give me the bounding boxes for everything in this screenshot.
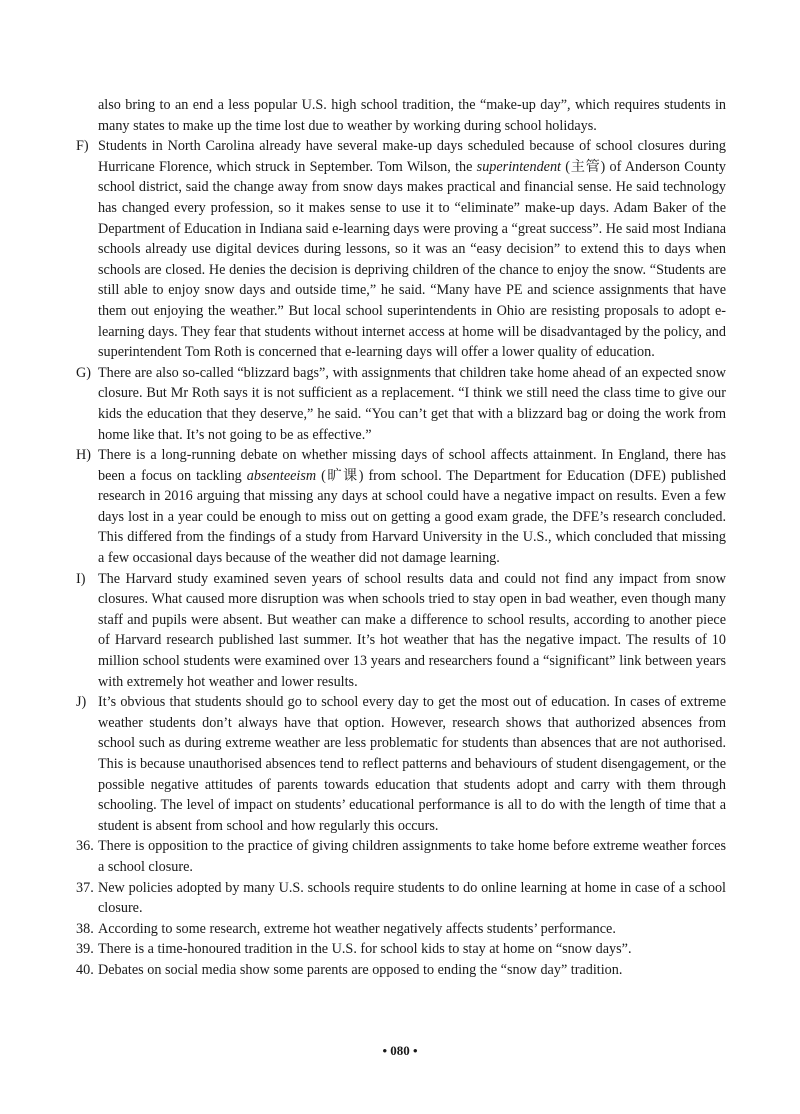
paragraph-h: [76, 445, 726, 569]
paragraph-text: The Harvard study examined seven years of school results data and could not find any impact from snow closures. What caused more disruption was when schools tried to stay open in bad weather, even though many staff and pupils were absent. But weather can make a difference to school results, according to another piece of Harvard research published last summer. It’s hot weather that has the negative impact. The results of 10 million school students were examined over 13 years and researchers found a “significant” link between years with extremely hot weather and lower results.: [98, 570, 726, 690]
question-item: [76, 878, 726, 919]
paragraph-text: Students in North Carolina already have several make-up days scheduled because of school closures during Hurricane Florence, which struck in September. Tom Wilson, the: [98, 138, 726, 175]
paragraph-label: F): [76, 138, 89, 155]
paragraph-text: from school. The Department for Education (DFE) published research in 2016 arguing that missing any days at school could have a negative impact on results. Even a few days lost in a year could be enough to miss out on getting a good exam grade, the DFE’s research concluded. This differed from the findings of a study from Harvard University in the U.S., which concluded that missing a few occasional days because of the weather did not damage learning.: [98, 467, 726, 567]
paragraph-j: [76, 692, 726, 836]
paragraph-text: There are also so-called “blizzard bags”, with assignments that children take home ahead of an expected snow closure. But Mr Roth says it is not sufficient as a replacement. “I think we still need the class time to give our kids the education that they deserve,” he said. “You can’t get that with a blizzard bag or doing the work from home like that. It’s not going to be as effective.”: [98, 364, 726, 443]
paragraph-label: G): [76, 364, 91, 381]
question-number: 40.: [76, 961, 94, 978]
paragraph-i: [76, 569, 726, 693]
question-item: [76, 919, 726, 940]
paragraph-text: of Anderson County school district, said the change away from snow days makes practical and financial sense. He said technology has changed every profession, so it makes sense to use it to “eliminate” make-up days. Adam Baker of the Department of Education in Indiana said e-learning days were proving a “great success”. He said most Indiana schools already use digital devices during lessons, so it was an “easy decision” to extend this to days when schools are closed. He denies the decision is depriving children of the chance to enjoy the snow. “Students are still able to enjoy snow days and outside time,” he said. “Many have PE and science assignments that have them out enjoying the weather.” But local school superintendents in Ohio are resisting proposals to adopt e-learning days. They fear that students without internet access at home will be disadvantaged by the policy, and superintendent Tom Roth is concerned that e-learning days will offer a lower quality of education.: [98, 158, 727, 361]
question-number: 39.: [76, 941, 94, 958]
paragraph-f: [76, 136, 726, 363]
question-item: [76, 960, 726, 981]
question-text: New policies adopted by many U.S. schools require students to do online learning at home in case of a school closure.: [98, 879, 726, 917]
page-number: • 080 •: [382, 1043, 418, 1058]
question-number: 38.: [76, 920, 94, 937]
paragraph-g: [76, 363, 726, 445]
question-item: [76, 836, 726, 877]
paragraph-label: I): [76, 570, 86, 587]
continued-paragraph: also bring to an end a less popular U.S. high school tradition, the “make-up day”, which requires students in many states to make up the time lost due to weather by working during school holidays.: [98, 97, 726, 134]
question-text: According to some research, extreme hot weather negatively affects students’ performance.: [98, 920, 616, 937]
document-page: [76, 95, 726, 981]
question-number: 36.: [76, 838, 94, 855]
emphasized-term: superintendent: [476, 158, 561, 175]
chinese-gloss: (主管): [561, 158, 606, 175]
question-list: [76, 836, 726, 980]
paragraph-text: There is a long-running debate on whether missing days of school affects attainment. In England, there has been a focus on tackling: [98, 447, 726, 484]
paragraph-label: H): [76, 447, 91, 464]
paragraph-text: It’s obvious that students should go to school every day to get the most out of education. In cases of extreme weather students don’t always have that option. However, research shows that authorized absences from school such as during extreme weather are less problematic for students than absences that are not authorised. This is because unauthorised absences tend to reflect patterns and behaviours of student disengagement, or the possible negative attitudes of parents towards education that students adopt and carry with them through schooling. The level of impact on students’ educational performance is all to do with the length of time that a student is absent from school and how regularly this occurs.: [98, 694, 726, 834]
question-text: Debates on social media show some parents are opposed to ending the “snow day” tradition.: [98, 961, 623, 978]
emphasized-term: absenteeism: [246, 467, 317, 484]
question-item: [76, 939, 726, 960]
paragraph-label: J): [76, 694, 87, 711]
question-text: There is opposition to the practice of giving children assignments to take home before extreme weather forces a school closure.: [98, 838, 726, 875]
question-number: 37.: [76, 879, 94, 896]
chinese-gloss: (旷课): [316, 467, 364, 484]
question-text: There is a time-honoured tradition in the U.S. for school kids to stay at home on “snow days”.: [98, 941, 632, 958]
